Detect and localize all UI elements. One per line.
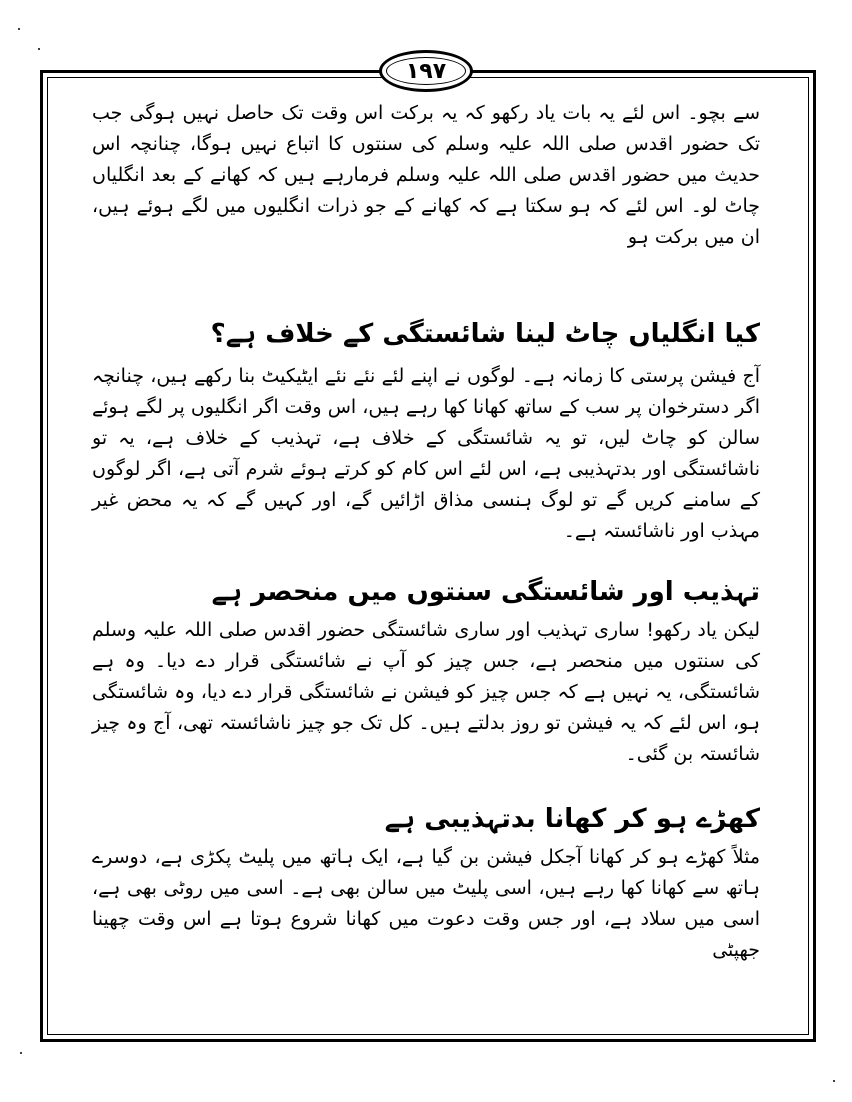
page-body: [92, 98, 760, 966]
paragraph-2: آج فیشن پرستی کا زمانہ ہے۔ لوگوں نے اپنے لئے نئے نئے ایٹیکیٹ بنا رکھے ہیں، چنانچہ اگر دسترخوان پر سب کے ساتھ کھانا کھا رہے ہیں، اس وقت اگر انگلیوں پر لگے ہوئے سالن کو چاٹ لیں، تو یہ شائستگی کے خلاف ہے، تہذیب کے خلاف ہے، یہ تو ناشائستگی اور بدتہذیبی ہے، اس لئے اس کام کو کرتے ہوئے شرم آتی ہے، اگر لوگوں کے سامنے کریں گے تو لوگ ہنسی مذاق اڑائیں گے، اور کہیں گے کہ یہ محض غیر مہذب اور ناشائستہ ہے۔: [92, 365, 760, 542]
page-number-badge: [379, 50, 473, 92]
speck: [20, 1052, 22, 1054]
speck: [18, 28, 20, 30]
paragraph-1: سے بچو۔ اس لئے یہ بات یاد رکھو کہ یہ برکت اس وقت تک حاصل نہیں ہوگی جب تک حضور اقدس صلی اللہ علیہ وسلم کی سنتوں کا اتباع نہیں ہوگا، چنانچہ اس حدیث میں حضور اقدس صلی اللہ علیہ وسلم فرمارہے ہیں کہ کھانے کے بعد انگلیاں چاٹ لو۔ اس لئے کہ ہو سکتا ہے کہ کھانے کے جو ذرات انگلیوں میں لگے ہوئے ہیں، ان میں برکت ہو: [92, 102, 760, 248]
speck: [833, 1080, 835, 1082]
paragraph-4: مثلاً کھڑے ہو کر کھانا آجکل فیشن بن گیا ہے، ایک ہاتھ میں پلیٹ پکڑی ہے، دوسرے ہاتھ سے کھانا کھا رہے ہیں، اسی پلیٹ میں سالن بھی ہے۔ اسی میں روٹی بھی ہے، اسی میں سلاد ہے، اور جس وقت دعوت میں کھانا شروع ہوتا ہے اس وقت چھینا جھپٹی: [92, 846, 760, 961]
page-number: ۱۹۷: [405, 58, 447, 84]
section-heading-2: تہذیب اور شائستگی سنتوں میں منحصر ہے: [211, 577, 760, 607]
paragraph-3: لیکن یاد رکھو! ساری تہذیب اور ساری شائستگی حضور اقدس صلی اللہ علیہ وسلم کی سنتوں میں منحصر ہے، جس چیز کو آپ نے شائستگی قرار دے دیا۔ وہ ہے شائستگی، یہ نہیں ہے کہ جس چیز کو فیشن نے شائستگی قرار دے دیا، وہ شائستگی ہو، اس لئے کہ یہ فیشن تو روز بدلتے ہیں۔ کل تک جو چیز ناشائستہ تھی، آج وہ چیز شائستہ بن گئی۔: [92, 619, 760, 765]
speck: [38, 48, 40, 50]
section-heading-3: کھڑے ہو کر کھانا بدتہذیبی ہے: [384, 804, 760, 834]
section-heading-1: کیا انگلیاں چاٹ لینا شائستگی کے خلاف ہے؟: [210, 319, 760, 349]
